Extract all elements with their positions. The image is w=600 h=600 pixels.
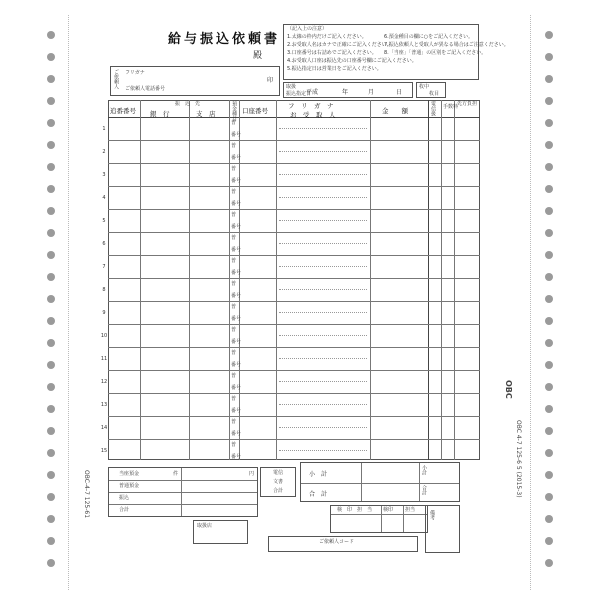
- row-divider: [108, 163, 480, 164]
- header-bank-top: 振 込 先: [175, 101, 201, 107]
- code-label: ご依頼人コード: [319, 539, 355, 545]
- bango-label: 番号: [231, 293, 242, 299]
- remarks-label: 備考: [429, 510, 435, 520]
- row-number: 3: [102, 172, 106, 178]
- type-mark: 普: [231, 281, 237, 287]
- summary-box: [108, 467, 258, 517]
- month-label: 月: [368, 89, 375, 96]
- type-mark: 普: [231, 143, 237, 149]
- bango-label: 番号: [231, 408, 242, 414]
- kana-guide: [279, 450, 367, 451]
- subtotal-label: 小 計: [309, 471, 328, 478]
- type-mark: 普: [231, 189, 237, 195]
- header-type: 預金種目: [231, 101, 237, 121]
- margin-code-left: OBC-4-7 125-61: [83, 470, 90, 519]
- header-amount: 金 額: [382, 107, 408, 115]
- row-number: 7: [102, 264, 106, 270]
- header-kana: フ リ ガ ナ: [288, 102, 334, 110]
- feed-hole: [545, 449, 553, 457]
- perforation-right: [530, 15, 531, 590]
- date-specified-label: 振込指定日: [286, 91, 312, 97]
- feed-hole: [47, 163, 55, 171]
- kana-guide: [279, 151, 367, 152]
- feed-hole: [47, 405, 55, 413]
- addressee-suffix: 殿: [253, 51, 263, 61]
- bango-label: 番号: [231, 339, 242, 345]
- feed-hole: [545, 493, 553, 501]
- feed-hole: [545, 339, 553, 347]
- row-divider: [108, 439, 480, 440]
- type-mark: 普: [231, 304, 237, 310]
- notes-heading: （記入上の注意）: [287, 26, 328, 32]
- feed-hole: [47, 207, 55, 215]
- col-divider: [140, 100, 141, 460]
- kana-guide: [279, 197, 367, 198]
- row-divider: [108, 347, 480, 348]
- check-box: [330, 505, 428, 533]
- perforation-left: [68, 15, 69, 590]
- total-side-label: 合計: [421, 485, 427, 495]
- feed-hole: [47, 383, 55, 391]
- kana-guide: [279, 289, 367, 290]
- margin-code-right: OBC 4-7 125-6 5 (2015-3): [515, 420, 522, 498]
- bango-label: 番号: [231, 224, 242, 230]
- feed-hole: [545, 229, 553, 237]
- feed-hole: [545, 537, 553, 545]
- type-mark: 普: [231, 350, 237, 356]
- feed-hole: [545, 185, 553, 193]
- row-divider: [108, 140, 480, 141]
- handling-branch-box: [193, 520, 248, 544]
- col-divider: [370, 100, 371, 460]
- feed-hole: [545, 273, 553, 281]
- bango-label: 番号: [231, 431, 242, 437]
- feed-hole: [47, 229, 55, 237]
- mini-label: 合計: [273, 488, 284, 494]
- feed-hole: [47, 97, 55, 105]
- row-number: 14: [100, 425, 108, 431]
- header-check1: 電信扱: [430, 101, 436, 116]
- stamp-label: 取扱店: [197, 523, 213, 529]
- feed-hole: [47, 339, 55, 347]
- type-mark: 普: [231, 212, 237, 218]
- page-label: 枚目: [429, 91, 440, 97]
- feed-hole: [47, 361, 55, 369]
- type-mark: 普: [231, 235, 237, 241]
- feed-hole: [47, 515, 55, 523]
- bango-label: 番号: [231, 132, 242, 138]
- day-label: 日: [396, 89, 403, 96]
- note-line: 4.お受取人口座は振込先の口座番号欄にご記入ください。: [287, 58, 417, 64]
- bango-label: 番号: [231, 247, 242, 253]
- feed-hole: [545, 559, 553, 567]
- header-seq: 追番番号: [110, 107, 136, 115]
- row-number: 2: [102, 149, 106, 155]
- seal-label: 印: [267, 77, 274, 84]
- requester-label: ご依頼人: [113, 69, 119, 89]
- header-recipient: お 受 取 人: [290, 111, 336, 119]
- row-number: 15: [100, 448, 108, 454]
- kana-guide: [279, 266, 367, 267]
- row-divider: [108, 416, 480, 417]
- form-title: 給与振込依頼書: [168, 32, 281, 47]
- header-fee-payer: 先方負担: [457, 101, 478, 107]
- feed-hole: [545, 141, 553, 149]
- header-bank: 銀 行: [150, 110, 170, 118]
- kana-guide: [279, 381, 367, 382]
- feed-hole: [545, 207, 553, 215]
- bango-label: 番号: [231, 454, 242, 460]
- row-divider: [108, 393, 480, 394]
- feed-hole: [47, 471, 55, 479]
- year-label: 年: [342, 89, 349, 96]
- subtotal-side-label: 小計: [421, 465, 427, 475]
- note-line: 6.預金種目の欄に○をご記入ください。: [384, 34, 474, 40]
- type-mark: 普: [231, 327, 237, 333]
- kana-guide: [279, 312, 367, 313]
- col-divider: [454, 100, 455, 460]
- page-box: [416, 82, 446, 98]
- row-number: 13: [100, 402, 108, 408]
- feed-hole: [47, 119, 55, 127]
- mini-label: 電信: [273, 470, 284, 476]
- col-divider: [441, 100, 442, 460]
- kana-guide: [279, 427, 367, 428]
- feed-hole: [47, 295, 55, 303]
- feed-hole: [545, 295, 553, 303]
- kana-guide: [279, 335, 367, 336]
- type-mark: 普: [231, 396, 237, 402]
- remarks-box: [425, 505, 460, 553]
- feed-hole: [545, 383, 553, 391]
- feed-hole: [545, 251, 553, 259]
- transfer-table: [108, 100, 480, 460]
- feed-hole: [545, 163, 553, 171]
- col-divider: [229, 100, 230, 460]
- kana-guide: [279, 358, 367, 359]
- feed-hole: [545, 97, 553, 105]
- feed-hole: [545, 361, 553, 369]
- row-divider: [108, 301, 480, 302]
- bango-label: 番号: [231, 270, 242, 276]
- bango-label: 番号: [231, 201, 242, 207]
- type-mark: 普: [231, 442, 237, 448]
- feed-hole: [545, 471, 553, 479]
- feed-hole: [47, 251, 55, 259]
- mini-label: 文書: [273, 479, 284, 485]
- feed-hole: [545, 75, 553, 83]
- feed-hole: [47, 185, 55, 193]
- page-of: 枚中: [419, 84, 430, 90]
- brand-logo: OBC: [504, 380, 513, 399]
- summary-row-label: 合計: [119, 507, 130, 513]
- type-mark: 普: [231, 120, 237, 126]
- note-line: 7.振込依頼人と受取人が異なる場合はご注意ください。: [384, 42, 509, 48]
- type-mark: 普: [231, 258, 237, 264]
- feed-hole: [47, 317, 55, 325]
- kana-guide: [279, 174, 367, 175]
- note-line: 8.「当座」「普通」の区別をご記入ください。: [384, 50, 487, 56]
- feed-hole: [47, 141, 55, 149]
- requester-box: [110, 66, 280, 96]
- row-number: 12: [100, 379, 108, 385]
- row-number: 5: [102, 218, 106, 224]
- row-divider: [108, 278, 480, 279]
- staff-label: 検印: [383, 507, 394, 513]
- feed-hole: [47, 31, 55, 39]
- mini-legend: [260, 467, 296, 497]
- type-mark: 普: [231, 166, 237, 172]
- furigana-label: フリガナ: [125, 70, 145, 76]
- col-divider: [189, 100, 190, 460]
- col-divider: [428, 100, 429, 460]
- row-number: 11: [100, 356, 108, 362]
- row-divider: [108, 324, 480, 325]
- feed-hole: [47, 449, 55, 457]
- feed-hole: [545, 119, 553, 127]
- bango-label: 番号: [231, 178, 242, 184]
- kana-guide: [279, 243, 367, 244]
- bango-label: 番号: [231, 362, 242, 368]
- note-line: 2.お受取人名はカナで正確にご記入ください。: [287, 42, 392, 48]
- feed-hole: [545, 427, 553, 435]
- date-box: [283, 82, 413, 98]
- col-divider: [276, 100, 277, 460]
- row-number: 1: [102, 126, 106, 132]
- type-mark: 普: [231, 419, 237, 425]
- total-label: 合 計: [309, 491, 328, 498]
- row-divider: [108, 186, 480, 187]
- feed-hole: [47, 537, 55, 545]
- bango-label: 番号: [231, 155, 242, 161]
- feed-hole: [47, 53, 55, 61]
- header-branch: 支 店: [196, 110, 216, 118]
- feed-hole: [47, 559, 55, 567]
- feed-hole: [47, 75, 55, 83]
- feed-hole: [545, 31, 553, 39]
- feed-hole: [47, 493, 55, 501]
- header-account: 口座番号: [242, 107, 268, 115]
- row-divider: [108, 370, 480, 371]
- row-divider: [108, 232, 480, 233]
- row-divider: [108, 209, 480, 210]
- note-line: 3.口座番号は右詰めでご記入ください。: [287, 50, 377, 56]
- note-line: 5.振込指定日は営業日をご記入ください。: [287, 66, 382, 72]
- kana-guide: [279, 220, 367, 221]
- code-box: [268, 536, 418, 552]
- date-receipt-label: 取扱: [286, 84, 297, 90]
- row-number: 8: [102, 287, 106, 293]
- feed-hole: [545, 405, 553, 413]
- feed-hole: [545, 317, 553, 325]
- row-number: 6: [102, 241, 106, 247]
- kana-guide: [279, 404, 367, 405]
- row-divider: [108, 255, 480, 256]
- row-number: 9: [102, 310, 106, 316]
- handling-label: 検 印 担 当: [337, 507, 373, 513]
- feed-hole: [545, 53, 553, 61]
- feed-hole: [47, 427, 55, 435]
- summary-row-label: 振込: [119, 495, 130, 501]
- type-mark: 普: [231, 373, 237, 379]
- bango-label: 番号: [231, 385, 242, 391]
- note-line: 1.太線の枠内だけご記入ください。: [287, 34, 367, 40]
- feed-hole: [47, 273, 55, 281]
- notes-box: [283, 24, 509, 80]
- phone-label: ご依頼人電話番号: [125, 86, 166, 92]
- header-fee: 手数料: [443, 104, 459, 110]
- feed-hole: [545, 515, 553, 523]
- row-number: 4: [102, 195, 106, 201]
- summary-row-label: 普通預金: [119, 483, 140, 489]
- bango-label: 番号: [231, 316, 242, 322]
- summary-row-label: 当座預金: [119, 471, 140, 477]
- era-label: 平成: [306, 89, 319, 96]
- staff-label: 担当: [405, 507, 416, 513]
- totals-box: [300, 462, 460, 502]
- yen-label: 円: [249, 471, 255, 477]
- kana-guide: [279, 128, 367, 129]
- count-label: 件: [173, 471, 179, 477]
- row-number: 10: [100, 333, 108, 339]
